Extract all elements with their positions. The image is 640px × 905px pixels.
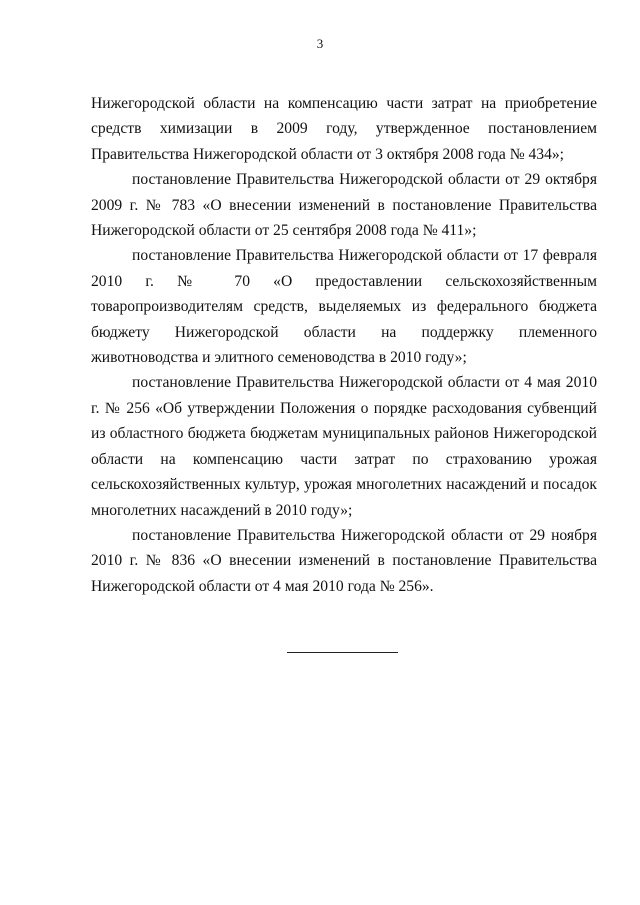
end-separator-line [287, 652, 398, 653]
document-body [91, 91, 597, 599]
page-number: 3 [316, 36, 324, 51]
paragraph-resolution-783: постановление Правительства Нижегородской области от 29 октября 2009 г. № 783 «О внесении изменений в постановление Правительства Нижегородской области от 25 сентября 2008 года № 411»; [91, 171, 597, 240]
paragraph-continuation: Нижегородской области на компенсацию части затрат на приобретение средств химизации в 2009 году, утвержденное постановлением Правительства Нижегородской области от 3 октября 2008 года № 434»; [91, 95, 597, 163]
paragraph-resolution-836: постановление Правительства Нижегородской области от 29 ноября 2010 г. № 836 «О внесении изменений в постановление Правительства Нижегородской области от 4 мая 2010 года № 256». [91, 526, 597, 595]
paragraph-resolution-256: постановление Правительства Нижегородской области от 4 мая 2010 г. № 256 «Об утверждении Положения о порядке расходования субвенций из областного бюджета бюджетам муниципальных районов Нижегородской области на компенсацию части затрат по страхованию урожая сельскохозяйственных культур, урожая многолетних насаждений и посадок многолетних насаждений в 2010 году»; [91, 374, 597, 519]
paragraph-resolution-70: постановление Правительства Нижегородской области от 17 февраля 2010 г. № 70 «О предоставлении сельскохозяйственным товаропроизводителям средств, выделяемых из федерального бюджета бюджету Нижегородской области на поддержку племенного животноводства и элитного семеноводства в 2010 году»; [91, 247, 597, 367]
